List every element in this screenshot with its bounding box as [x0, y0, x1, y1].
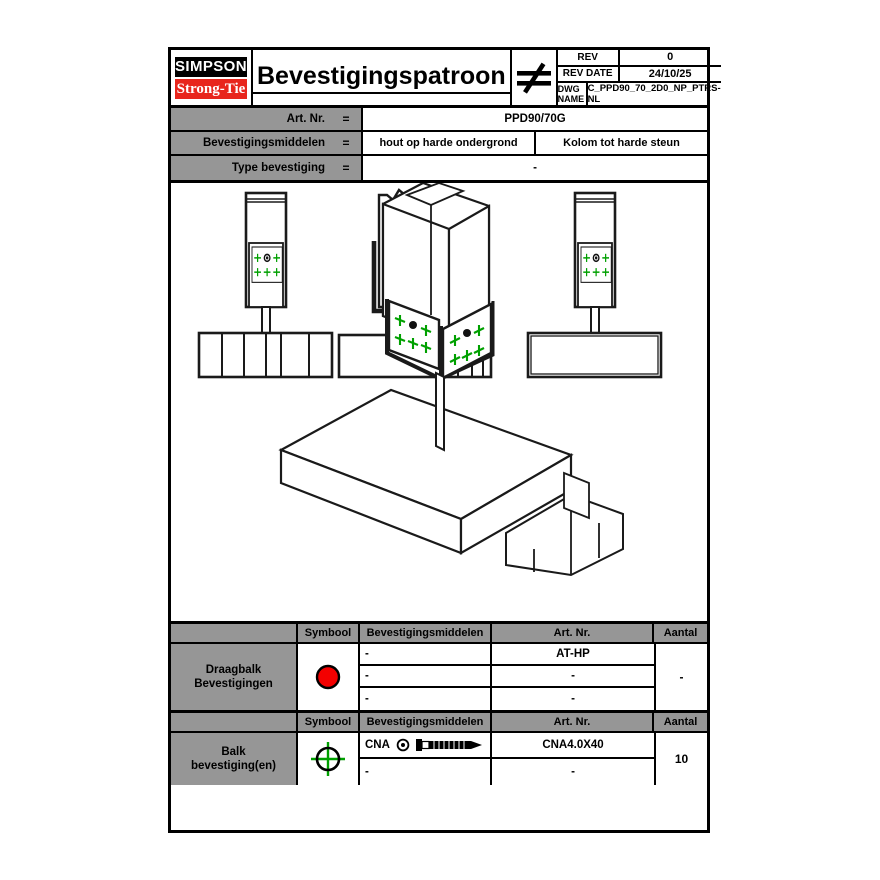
- header-symbool: Symbool: [298, 713, 360, 731]
- group-name-line2: Bevestigingen: [194, 678, 273, 690]
- drawing-title: [253, 50, 512, 105]
- param-row-bevestigingsmiddelen: [171, 132, 707, 156]
- parameter-table: [171, 108, 707, 183]
- header-bevestigingsmiddelen: Bevestigingsmiddelen: [360, 624, 492, 642]
- header-spacer: [171, 713, 298, 731]
- front-view-left: [199, 193, 332, 377]
- title-block: [171, 50, 721, 108]
- table-row: [360, 733, 654, 759]
- table-body: [171, 644, 707, 710]
- fastener-table-balk: [171, 713, 707, 785]
- fastener-rows-draagbalk: [360, 644, 654, 710]
- rev-value: 0: [667, 51, 674, 64]
- table-body: [171, 733, 707, 785]
- param-row-type-bevestiging: [171, 156, 707, 180]
- dwg-name-value: C_PPD90_70_2D0_NP_PTRS-NL: [587, 83, 721, 105]
- fastener-name-cell: [360, 733, 492, 757]
- fastener-name: -: [360, 666, 492, 686]
- param-label: Art. Nr.: [171, 108, 331, 130]
- logo-simpson-text: SIMPSON: [175, 57, 247, 75]
- param-equals: =: [331, 108, 361, 130]
- param-value-connection: Kolom tot harde steun: [534, 132, 707, 154]
- table-header-row: [171, 713, 707, 733]
- row-group-name-balk: [171, 733, 298, 785]
- article-number: CNA4.0X40: [542, 739, 604, 751]
- drawing-sheet: [168, 47, 721, 833]
- group-name-line2: bevestiging(en): [191, 760, 276, 772]
- rev-date-value: 24/10/25: [648, 67, 692, 80]
- symbol-cell-balk: [298, 733, 360, 785]
- front-view-right: [528, 193, 661, 377]
- article-number: -: [571, 693, 575, 705]
- header-bevestigingsmiddelen: Bevestigingsmiddelen: [360, 713, 492, 731]
- revision-row: [558, 50, 721, 67]
- dwg-name-label: DWG NAME: [558, 83, 588, 105]
- param-label: Bevestigingsmiddelen: [171, 132, 331, 154]
- param-equals: =: [331, 156, 361, 180]
- param-row-art-nr: [171, 108, 707, 132]
- article-number: -: [571, 766, 575, 778]
- ring-shank-nail-icon: [396, 737, 484, 753]
- header-spacer: [171, 624, 298, 642]
- green-crosshair-circle-icon: [308, 739, 348, 779]
- dwg-name-row: [558, 81, 721, 105]
- header-aantal: Aantal: [654, 624, 707, 642]
- table-row: [360, 644, 654, 666]
- table-row: [360, 666, 654, 688]
- group-name-line1: Draagbalk: [205, 664, 262, 676]
- quantity-draagbalk: -: [654, 644, 707, 710]
- rev-date-label: REV DATE: [558, 67, 620, 82]
- param-value-type: -: [361, 156, 707, 180]
- fastener-name: -: [360, 688, 492, 710]
- param-label: Type bevestiging: [171, 156, 331, 180]
- logo-strong-tie-text: Strong-Tie: [176, 80, 246, 97]
- table-header-row: [171, 624, 707, 644]
- drawing-canvas: [171, 183, 707, 620]
- isometric-view: [281, 183, 623, 575]
- not-equal-symbol-icon: [512, 58, 556, 98]
- red-filled-circle-icon: [313, 662, 343, 692]
- rev-label: REV: [558, 50, 620, 65]
- symbol-cell-draagbalk: [298, 644, 360, 710]
- param-value-substrate: hout op harde ondergrond: [361, 132, 534, 154]
- article-number: -: [571, 670, 575, 682]
- fastener-rows-balk: [360, 733, 654, 785]
- fastener-name: -: [360, 644, 492, 664]
- param-equals: =: [331, 132, 361, 154]
- row-group-name-draagbalk: [171, 644, 298, 710]
- table-row: [360, 688, 654, 710]
- drawing-title-text: Bevestigingspatroon: [253, 61, 510, 94]
- header-art-nr: Art. Nr.: [492, 713, 654, 731]
- technical-drawing-area: [171, 183, 707, 624]
- revision-block: [558, 50, 721, 105]
- header-art-nr: Art. Nr.: [492, 624, 654, 642]
- fastener-table-draagbalk: [171, 624, 707, 713]
- article-number: AT-HP: [556, 648, 590, 660]
- fastener-name: -: [360, 759, 492, 785]
- header-aantal: Aantal: [654, 713, 707, 731]
- projection-symbol-cell: [512, 50, 558, 105]
- revision-date-row: [558, 67, 721, 82]
- group-name-line1: Balk: [221, 746, 246, 758]
- table-row: [360, 759, 654, 785]
- fastener-name: CNA: [365, 739, 390, 751]
- simpson-strong-tie-logo: [171, 50, 253, 105]
- param-value-art-nr: PPD90/70G: [361, 108, 707, 130]
- header-symbool: Symbool: [298, 624, 360, 642]
- quantity-balk: 10: [654, 733, 707, 785]
